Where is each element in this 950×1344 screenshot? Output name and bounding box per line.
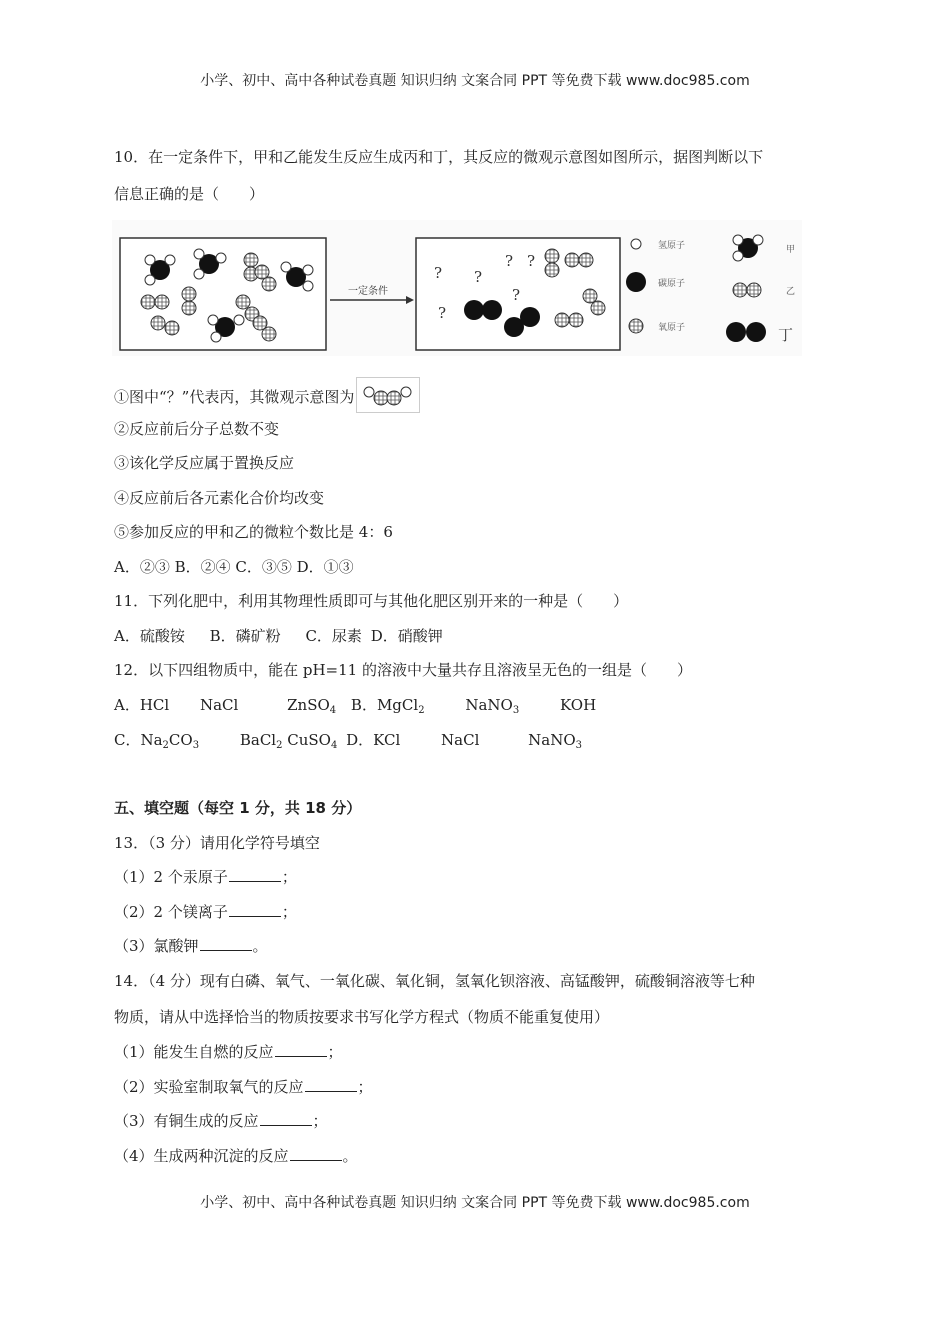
legend-ding: 丁 bbox=[778, 326, 794, 344]
legend-oxygen: 氧原子 bbox=[658, 323, 686, 333]
q12-d3: NaNO$_3$ bbox=[528, 731, 583, 751]
bing-molecule-image bbox=[356, 377, 420, 413]
answer-blank[interactable] bbox=[229, 902, 281, 917]
answer-blank[interactable] bbox=[290, 1146, 342, 1161]
q12-a3: ZnSO$_4$ bbox=[287, 696, 337, 716]
legend-jia: 甲 bbox=[786, 245, 796, 255]
q12-options-ab bbox=[114, 694, 596, 716]
q11-stem: 11．下列化肥中，利用其物理性质即可与其他化肥区别开来的一种是（ ） bbox=[114, 592, 629, 610]
page-footer: 小学、初中、高中各种试卷真题 知识归纳 文案合同 PPT 等免费下载 www.doc985.com bbox=[200, 1195, 750, 1211]
q10-options: A．②③ B．②④ C．③⑤ D．①③ bbox=[114, 558, 354, 576]
q14-stem-line2: 物质，请从中选择恰当的物质按要求书写化学方程式（物质不能重复使用） bbox=[114, 1008, 610, 1026]
q12-b2: NaNO$_3$ bbox=[465, 696, 520, 716]
unknown-mark: ? bbox=[527, 252, 536, 270]
q13-item-3: （3）氯酸钾 。 bbox=[114, 937, 268, 955]
arrow-label: 一定条件 bbox=[348, 286, 388, 297]
q10-stem-line1: 10．在一定条件下，甲和乙能发生反应生成丙和丁，其反应的微观示意图如图所示，据图判断以下 bbox=[114, 148, 764, 166]
unknown-mark: ? bbox=[474, 268, 483, 286]
q12-d-label: D．KCl bbox=[346, 731, 401, 749]
q10-statement-5: ⑤参加反应的甲和乙的微粒个数比是 4：6 bbox=[114, 523, 393, 541]
q12-stem: 12．以下四组物质中，能在 pH=11 的溶液中大量共存且溶液呈无色的一组是（ ） bbox=[114, 661, 692, 679]
q11-options bbox=[114, 625, 443, 646]
q11-option-d: D．硝酸钾 bbox=[370, 627, 443, 645]
answer-blank[interactable] bbox=[200, 936, 252, 951]
q12-a2: NaCl bbox=[199, 696, 239, 714]
unknown-mark: ? bbox=[434, 264, 443, 282]
q10-statement-3: ③该化学反应属于置换反应 bbox=[114, 454, 295, 472]
q14-stem-line1: 14．（4 分）现有白磷、氧气、一氧化碳、氧化铜，氢氧化钡溶液、高锰酸钾，硫酸铜溶液等七种 bbox=[114, 972, 755, 990]
legend-hydrogen: 氢原子 bbox=[658, 241, 686, 251]
q12-d2: NaCl bbox=[441, 731, 480, 749]
q12-c2: BaCl$_2$ bbox=[239, 731, 283, 751]
page-header: 小学、初中、高中各种试卷真题 知识归纳 文案合同 PPT 等免费下载 www.doc985.com bbox=[200, 73, 750, 89]
legend-carbon: 碳原子 bbox=[658, 279, 686, 289]
q12-options-cd bbox=[114, 729, 582, 751]
q11-option-c: C．尿素 bbox=[305, 627, 362, 645]
unknown-mark: ? bbox=[438, 304, 447, 322]
q11-option-a: A．硫酸铵 bbox=[114, 627, 185, 645]
unknown-mark: ? bbox=[505, 252, 514, 270]
q14-item-3: （3）有铜生成的反应 ； bbox=[114, 1112, 328, 1130]
q10-stem-line2: 信息正确的是（ ） bbox=[114, 185, 265, 203]
answer-blank[interactable] bbox=[275, 1042, 327, 1057]
q14-item-4: （4）生成两种沉淀的反应 。 bbox=[114, 1147, 358, 1165]
unknown-mark: ? bbox=[512, 286, 521, 304]
answer-blank[interactable] bbox=[305, 1077, 357, 1092]
q10-statement-2: ②反应前后分子总数不变 bbox=[114, 420, 280, 438]
q11-option-b: B．磷矿粉 bbox=[209, 627, 281, 645]
q10-statement-1 bbox=[114, 380, 420, 416]
q10-statement-4: ④反应前后各元素化合价均改变 bbox=[114, 489, 325, 507]
answer-blank[interactable] bbox=[260, 1111, 312, 1126]
q12-b-label: B．MgCl$_2$ bbox=[350, 696, 425, 716]
q12-a-label: A．HCl bbox=[114, 696, 170, 714]
q14-item-2: （2）实验室制取氧气的反应 ； bbox=[114, 1078, 373, 1096]
statement-1-text: ①图中“？”代表丙，其微观示意图为 bbox=[114, 388, 355, 406]
q14-item-1: （1）能发生自燃的反应 ； bbox=[114, 1043, 343, 1061]
answer-blank[interactable] bbox=[229, 867, 281, 882]
q13-stem: 13．（3 分）请用化学符号填空 bbox=[114, 834, 320, 852]
q13-item-1: （1）2 个汞原子 ； bbox=[114, 868, 297, 886]
legend-yi: 乙 bbox=[786, 287, 796, 297]
reaction-micro-diagram bbox=[112, 220, 802, 356]
q13-item-2: （2）2 个镁离子 ； bbox=[114, 903, 297, 921]
q12-c3: CuSO$_4$ bbox=[287, 731, 338, 751]
q12-c-label: C．$Na_2CO_3$ bbox=[114, 731, 200, 751]
q12-b3: KOH bbox=[560, 696, 597, 714]
section5-title: 五、填空题（每空 1 分，共 18 分） bbox=[114, 799, 362, 817]
